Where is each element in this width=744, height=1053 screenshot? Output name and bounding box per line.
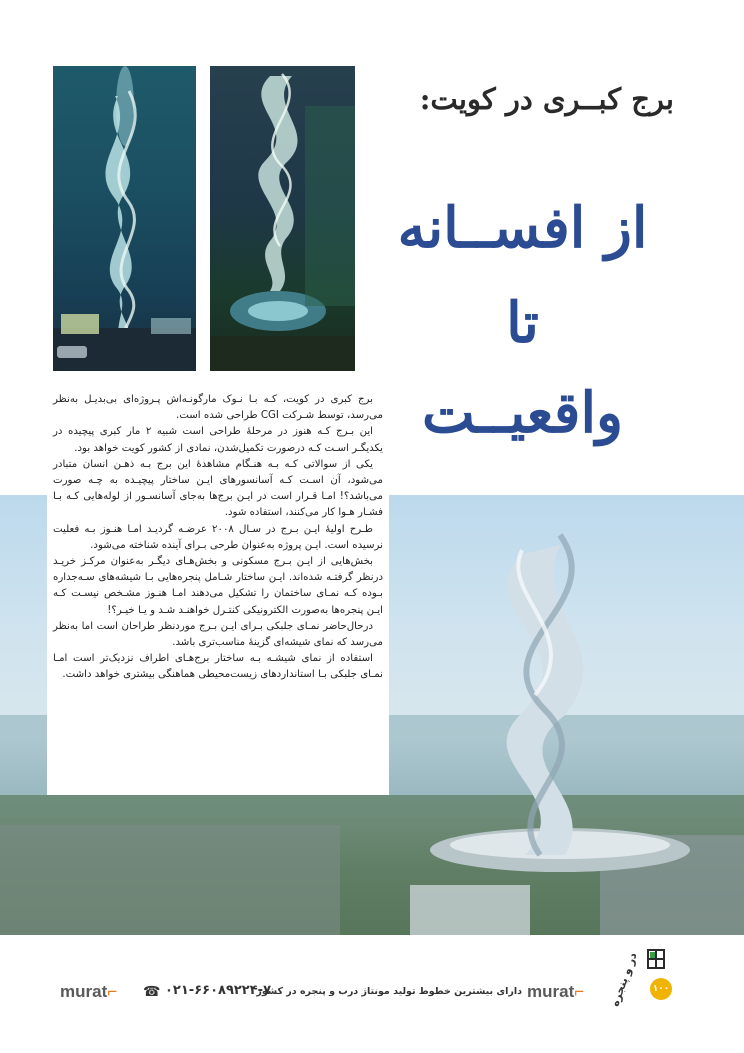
article-paragraph: درحال‌حاضر نمـای جلبکی بـرای ایـن بـرج موردنظر طراحان است اما به‌نظر می‌رسد که نمای شیشه‌ای گزینهٔ مناسب‌تری باشد.: [53, 620, 383, 649]
publication-name: در و پنجره: [608, 950, 640, 1009]
article-paragraph: این بـرج کـه هنوز در مرحلهٔ طراحی است شبیه ۲ مار کبری پیچیده در یکدیگـر اسـت کـه درصورت تکمیل‌شدن، نمادی از کشور کویت خواهد بود.: [53, 426, 383, 454]
tower-photo-right: [210, 66, 355, 371]
footer-slogan: دارای بیشترین خطوط تولید مونتاژ درب و پنجره در کشور: [256, 986, 522, 997]
brand-text: murat: [527, 982, 575, 1001]
brand-mark-icon: ⌐: [574, 982, 585, 1001]
article-paragraph: استفاده از نمای شیشـه بـه ساختار برج‌هـای اطراف نزدیک‌تر است امـا نمـای جلبکی بـا استانداردهای زیست‌محیطی هماهنگی بیشتری خواهد داشت.: [53, 653, 383, 681]
murat-logo-right: [527, 982, 584, 1002]
article-paragraph: یکی از سوالاتی کـه بـه هنـگام مشاهدهٔ این برج بـه ذهـن انسان متبادر می‌شود، آن اسـت کـه آسانسورهای ایـن ساختار پیچیـده به چـه صورت می‌باشد؟! امـا قـرار است در ایـن برج‌ها به‌جای آسانسـور از لوله‌هایی کـه بـا فشـار هـوا کار می‌کنند، استفاده شود.: [53, 458, 383, 519]
phone-icon: ☎: [143, 984, 161, 1000]
tower-illustration-right: [210, 66, 355, 371]
phone-number: ۰۲۱-۶۶۰۸۹۲۲۴-۷: [165, 983, 272, 998]
headline-subtitle: برج کبــری در کویت:: [419, 82, 674, 116]
article-paragraph: بخش‌هایی از ایـن بـرج مسکونی و بخش‌هـای دیگـر به‌عنوان مرکـز خریـد درنظر گرفتـه شده‌اند. ایـن ساختار شـامل پنجره‌هایی بـا شیشه‌های سـه‌جداره بـوده کـه نمـای ساختمان را تشکیل می‌دهند امـا هنـوز مشـخص نیسـت کـه ایـن پنجره‌ها به‌صورت الکترونیکی کنتـرل خواهنـد شـد و یـا خیـر؟!: [53, 556, 383, 616]
headline-title-line3: واقعیــت: [421, 380, 624, 446]
article-paragraph: طـرح اولیهٔ ایـن بـرج در سـال ۲۰۰۸ عرضـه گردیـد امـا هنـوز بـه فعلیت نرسیده است. ایـن پروژه به‌عنوان طرحی بـرای آینده شناخته می‌شود.: [53, 523, 383, 551]
headline-title-line2: تا: [506, 290, 539, 356]
headline-title-line1: از افســانه: [397, 195, 648, 261]
article-paragraph: برج کبری در کویت، کـه بـا نـوک مارگونـه‌اش پـروژه‌ای بی‌بدیـل به‌نظر می‌رسد، توسط شـرکت CGI طراحی شده است.: [53, 394, 383, 422]
tower-illustration-left: [53, 66, 196, 371]
brand-text: murat: [60, 982, 108, 1001]
tower-photo-left: [53, 66, 196, 371]
article-body: [53, 392, 383, 684]
murat-logo-left: [60, 982, 117, 1002]
page-number-badge: ۱۰۰: [650, 978, 672, 1000]
brand-mark-icon: ⌐: [107, 982, 118, 1001]
